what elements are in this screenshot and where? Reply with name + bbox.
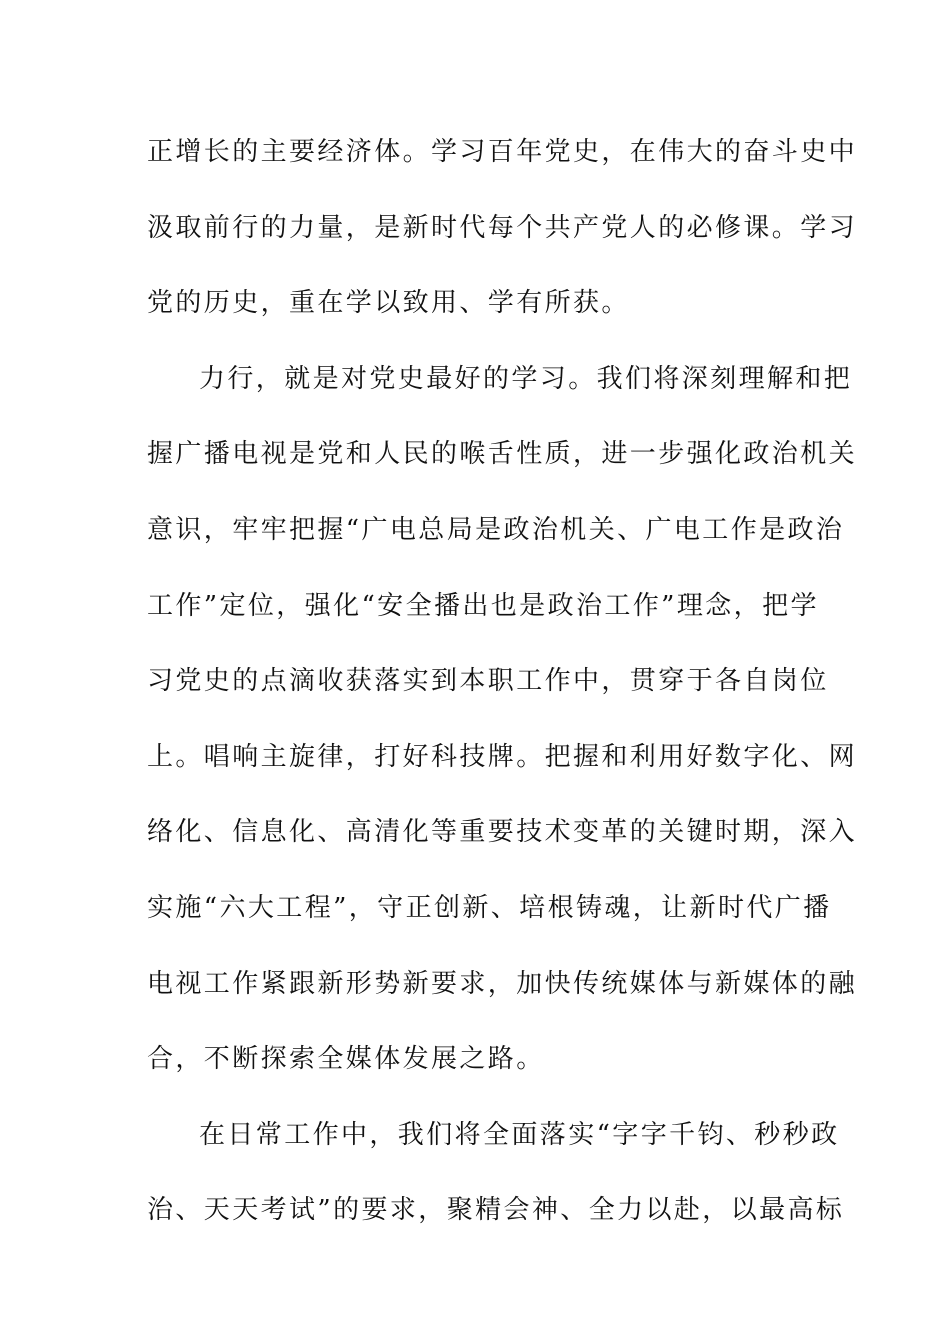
text-line-15: 治、天天考试”的要求，聚精会神、全力以赴，以最高标	[147, 1195, 845, 1226]
paragraph-start-line: 在日常工作中，我们将全面落实“字字千钧、秒秒政	[199, 1119, 840, 1150]
body-text	[147, 128, 858, 1262]
text-line-5: 握广播电视是党和人民的喉舌性质，进一步强化政治机关	[147, 439, 858, 470]
text-line-13: 合，不断探索全媒体发展之路。	[147, 1044, 545, 1075]
text-line-9: 上。唱响主旋律，打好科技牌。把握和利用好数字化、网	[147, 741, 858, 772]
text-line-1: 正增长的主要经济体。学习百年党史，在伟大的奋斗史中	[147, 137, 858, 167]
text-line-10: 络化、信息化、高清化等重要技术变革的关键时期，深入	[147, 817, 858, 848]
paragraph-start-line: 力行，就是对党史最好的学习。我们将深刻理解和把	[199, 363, 853, 394]
text-line-8: 习党史的点滴收获落实到本职工作中，贯穿于各自岗位	[147, 666, 829, 697]
text-line-12: 电视工作紧跟新形势新要求，加快传统媒体与新媒体的融	[147, 968, 858, 999]
text-line-7: 工作”定位，强化“安全播出也是政治工作”理念，把学	[147, 590, 819, 621]
text-line-6: 意识，牢牢把握“广电总局是政治机关、广电工作是政治	[147, 514, 845, 545]
text-line-3: 党的历史，重在学以致用、学有所获。	[147, 288, 630, 319]
text-line-2: 汲取前行的力量，是新时代每个共产党人的必修课。学习	[147, 212, 858, 243]
text-line-11: 实施“六大工程”，守正创新、培根铸魂，让新时代广播	[147, 892, 832, 923]
